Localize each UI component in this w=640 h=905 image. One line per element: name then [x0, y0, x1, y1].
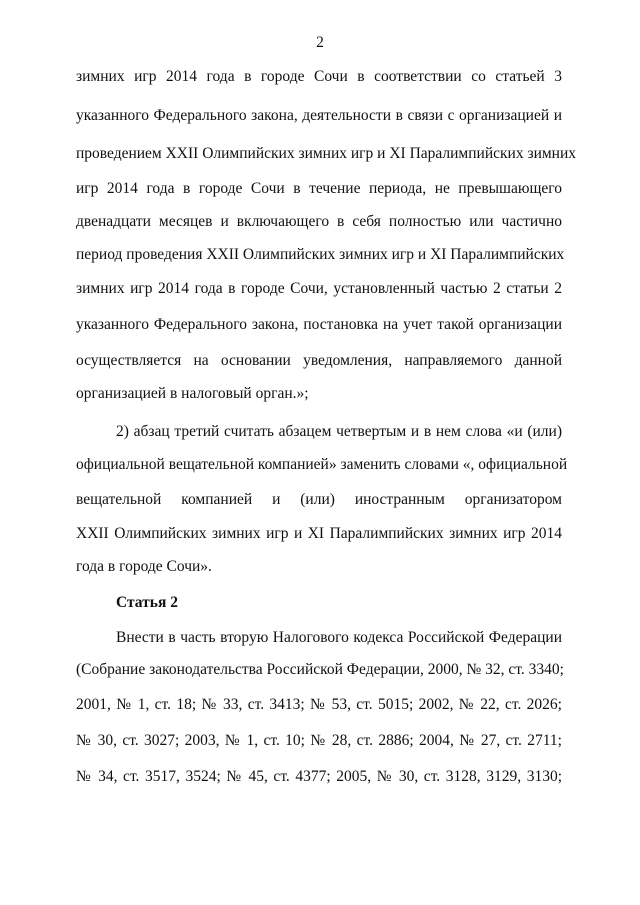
- text-line: 2001, № 1, ст. 18; № 33, ст. 3413; № 53, ст. 5015; 2002, № 22, ст. 2026;: [76, 696, 562, 713]
- text-line: указанного Федерального закона, деятельности в связи с организацией и: [76, 107, 562, 124]
- text-line: XXII Олимпийских зимних игр и XI Паралимпийских зимних игр 2014: [76, 525, 562, 542]
- text-line: вещательной компанией и (или) иностранным организатором: [76, 491, 562, 508]
- text-line: проведением XXII Олимпийских зимних игр и XI Паралимпийских зимних: [76, 145, 577, 162]
- text-line: № 30, ст. 3027; 2003, № 1, ст. 10; № 28, ст. 2886; 2004, № 27, ст. 2711;: [76, 732, 562, 749]
- page-number: 2: [316, 34, 324, 51]
- text-line: года в городе Сочи».: [76, 558, 212, 575]
- article-heading: Статья 2: [116, 594, 178, 611]
- text-line: официальной вещательной компанией» заменить словами «, официальной: [76, 456, 568, 473]
- text-line: указанного Федерального закона, постановка на учет такой организации: [76, 316, 562, 333]
- text-line: игр 2014 года в городе Сочи в течение периода, не превышающего: [76, 180, 562, 197]
- paragraph-first-line: Внести в часть вторую Налогового кодекса Российской Федерации: [116, 629, 562, 646]
- text-line: организацией в налоговый орган.»;: [76, 385, 309, 402]
- paragraph-first-line: 2) абзац третий считать абзацем четвертым и в нем слова «и (или): [116, 423, 562, 440]
- text-line: осуществляется на основании уведомления, направляемого данной: [76, 352, 562, 369]
- text-line: зимних игр 2014 года в городе Сочи в соответствии со статьей 3: [76, 68, 562, 85]
- text-line: период проведения XXII Олимпийских зимних игр и XI Паралимпийских: [76, 246, 565, 263]
- text-line: зимних игр 2014 года в городе Сочи, установленный частью 2 статьи 2: [76, 280, 562, 297]
- text-line: двенадцати месяцев и включающего в себя полностью или частично: [76, 213, 562, 230]
- text-line: № 34, ст. 3517, 3524; № 45, ст. 4377; 2005, № 30, ст. 3128, 3129, 3130;: [76, 768, 562, 785]
- text-line: (Собрание законодательства Российской Федерации, 2000, № 32, ст. 3340;: [76, 661, 564, 678]
